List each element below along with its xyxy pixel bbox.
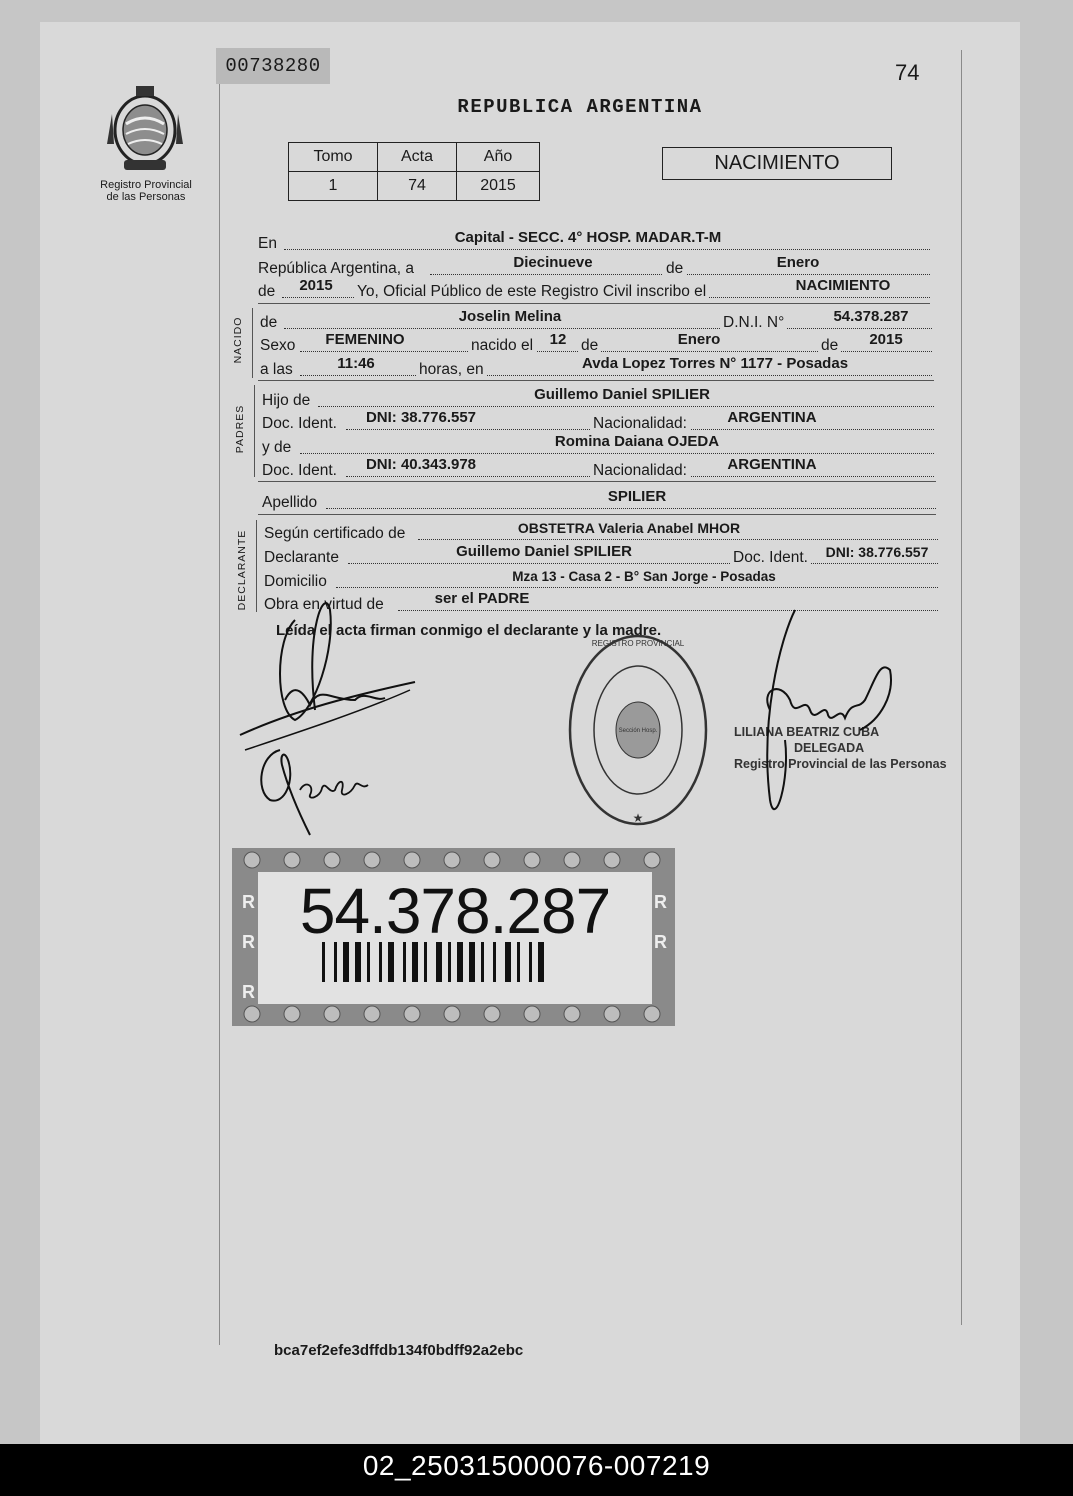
- section-divider: [258, 514, 936, 515]
- act-type-box: NACIMIENTO: [662, 147, 892, 180]
- sex-birth-line: [260, 333, 932, 355]
- barcode-number: 54.378.287: [299, 875, 611, 947]
- document-title: REPUBLICA ARGENTINA: [457, 96, 703, 118]
- horas-en-label: horas, en: [416, 361, 487, 379]
- father-doc-line: [262, 411, 934, 433]
- svg-text:Sección Hosp.: Sección Hosp.: [618, 728, 658, 734]
- dotted-fill: [284, 328, 932, 329]
- nacionalidad-label: Nacionalidad:: [590, 462, 690, 480]
- left-margin-rule: [219, 50, 220, 1345]
- date-line: [258, 256, 930, 278]
- footer-id: 02_250315000076-007219: [362, 1450, 711, 1481]
- certificate-line: [264, 521, 938, 543]
- birth-month-value: Enero: [677, 331, 721, 348]
- birth-day-value: 12: [549, 331, 567, 348]
- doc-ident-label: Doc. Ident.: [262, 415, 340, 433]
- record-table-value-row: [289, 172, 540, 201]
- official-registry: Registro Provincial de las Personas: [734, 757, 947, 771]
- doc-ident-label: Doc. Ident.: [730, 549, 811, 567]
- dotted-fill: [300, 375, 932, 376]
- birth-place-value: Avda Lopez Torres N° 1177 - Posadas: [581, 355, 849, 372]
- registry-caption-line-2: de las Personas: [106, 191, 186, 203]
- page-number: 74: [895, 60, 920, 85]
- yo-text: Yo, Oficial Público de este Registro Civil inscribo el: [354, 283, 709, 301]
- dotted-fill: [336, 587, 938, 588]
- obra-en-virtud-label: Obra en virtud de: [264, 596, 387, 614]
- province-coat-of-arms-icon: [106, 84, 184, 174]
- time-place-line: [260, 357, 932, 379]
- tomo-value: 1: [289, 172, 378, 201]
- padres-section-label: PADRES: [234, 404, 246, 454]
- mother-line: [262, 435, 934, 457]
- acta-value: 74: [378, 172, 457, 201]
- reason-value: ser el PADRE: [434, 590, 530, 607]
- registry-seal-icon: [564, 632, 712, 832]
- address-line: [264, 569, 938, 591]
- mother-doc-value: DNI: 40.343.978: [365, 456, 477, 473]
- domicilio-label: Domicilio: [264, 573, 330, 591]
- padres-bracket: [254, 385, 255, 477]
- right-margin-rule: [961, 50, 962, 1325]
- de-label: de: [818, 337, 841, 355]
- republica-label: República Argentina, a: [258, 260, 417, 278]
- a-las-label: a las: [260, 361, 296, 379]
- dotted-fill: [326, 508, 936, 509]
- hijo-de-label: Hijo de: [262, 392, 313, 410]
- declarant-line: [264, 545, 938, 567]
- surname-value: SPILIER: [607, 488, 667, 505]
- declarant-name-value: Guillemo Daniel SPILIER: [456, 543, 632, 560]
- svg-text:R: R: [242, 932, 255, 952]
- declarant-doc-value: DNI: 38.776.557: [825, 544, 929, 560]
- svg-text:REGISTRO PROVINCIAL: REGISTRO PROVINCIAL: [591, 639, 685, 648]
- nacido-el-label: nacido el: [468, 337, 536, 355]
- sexo-value: FEMENINO: [325, 331, 405, 348]
- day-words-value: Diecinueve: [513, 254, 593, 271]
- de-label: de: [260, 314, 280, 332]
- dotted-fill: [418, 539, 938, 540]
- declarante-label: Declarante: [264, 549, 342, 567]
- father-doc-value: DNI: 38.776.557: [365, 409, 477, 426]
- svg-text:★: ★: [632, 811, 644, 825]
- mother-signature-icon: [250, 740, 380, 840]
- month-value: Enero: [776, 254, 820, 271]
- de-label: de: [663, 260, 686, 278]
- svg-text:R: R: [654, 932, 667, 952]
- acta-header: Acta: [378, 143, 457, 172]
- official-name: LILIANA BEATRIZ CUBA: [734, 725, 880, 739]
- mother-name-value: Romina Daiana OJEDA: [554, 433, 720, 450]
- registry-caption: [86, 179, 206, 203]
- surname-line: [262, 490, 936, 512]
- father-nationality-value: ARGENTINA: [727, 409, 817, 426]
- en-label: En: [258, 235, 280, 253]
- father-line: [262, 388, 934, 410]
- act-value: NACIMIENTO: [795, 277, 891, 294]
- de-label: de: [258, 283, 278, 301]
- place-line: [258, 231, 930, 253]
- serial-number: 00738280: [216, 48, 330, 84]
- place-value: Capital - SECC. 4° HOSP. MADAR.T-M: [454, 229, 722, 246]
- dni-label: D.N.I. N°: [720, 314, 787, 332]
- doc-ident-label: Doc. Ident.: [262, 462, 340, 480]
- apellido-label: Apellido: [262, 494, 320, 512]
- dotted-fill: [300, 453, 934, 454]
- document-hash: bca7ef2efe3dffdb134f0bdff92a2ebc: [274, 1342, 524, 1359]
- anio-value: 2015: [457, 172, 540, 201]
- official-signature-icon: [740, 600, 920, 830]
- father-name-value: Guillemo Daniel SPILIER: [534, 386, 710, 403]
- svg-text:R: R: [242, 892, 255, 912]
- section-divider: [258, 380, 934, 381]
- birth-year-value: 2015: [869, 331, 903, 348]
- section-divider: [258, 303, 930, 304]
- dotted-fill: [284, 249, 930, 250]
- dotted-fill: [318, 406, 934, 407]
- birth-time-value: 11:46: [337, 355, 375, 372]
- official-role: DELEGADA: [794, 741, 865, 755]
- section-divider: [258, 481, 936, 482]
- registry-caption-line-1: Registro Provincial: [100, 179, 192, 191]
- nacido-bracket: [252, 308, 253, 378]
- dotted-fill: [348, 563, 938, 564]
- anio-header: Año: [457, 143, 540, 172]
- y-de-label: y de: [262, 439, 294, 457]
- svg-text:R: R: [654, 892, 667, 912]
- tomo-header: Tomo: [289, 143, 378, 172]
- record-table-header-row: [289, 143, 540, 172]
- nacionalidad-label: Nacionalidad:: [590, 415, 690, 433]
- child-name-line: [260, 310, 932, 332]
- mother-doc-line: [262, 458, 934, 480]
- segun-certificado-label: Según certificado de: [264, 525, 408, 543]
- address-value: Mza 13 - Casa 2 - B° San Jorge - Posadas: [512, 569, 776, 584]
- closing-statement: Leída el acta firman conmigo el declarante y la madre.: [276, 622, 662, 639]
- child-dni-value: 54.378.287: [833, 308, 909, 325]
- child-name-value: Joselin Melina: [458, 308, 562, 325]
- year-line: [258, 279, 930, 301]
- certificate-value: OBSTETRA Valeria Anabel MHOR: [517, 520, 741, 536]
- svg-text:R: R: [242, 982, 255, 1002]
- nacido-section-label: NACIDO: [232, 316, 244, 364]
- sexo-label: Sexo: [260, 337, 298, 355]
- mother-nationality-value: ARGENTINA: [727, 456, 817, 473]
- year-value: 2015: [299, 277, 333, 294]
- declarante-section-label: DECLARANTE: [236, 529, 248, 611]
- record-table: [288, 142, 540, 201]
- de-label: de: [578, 337, 601, 355]
